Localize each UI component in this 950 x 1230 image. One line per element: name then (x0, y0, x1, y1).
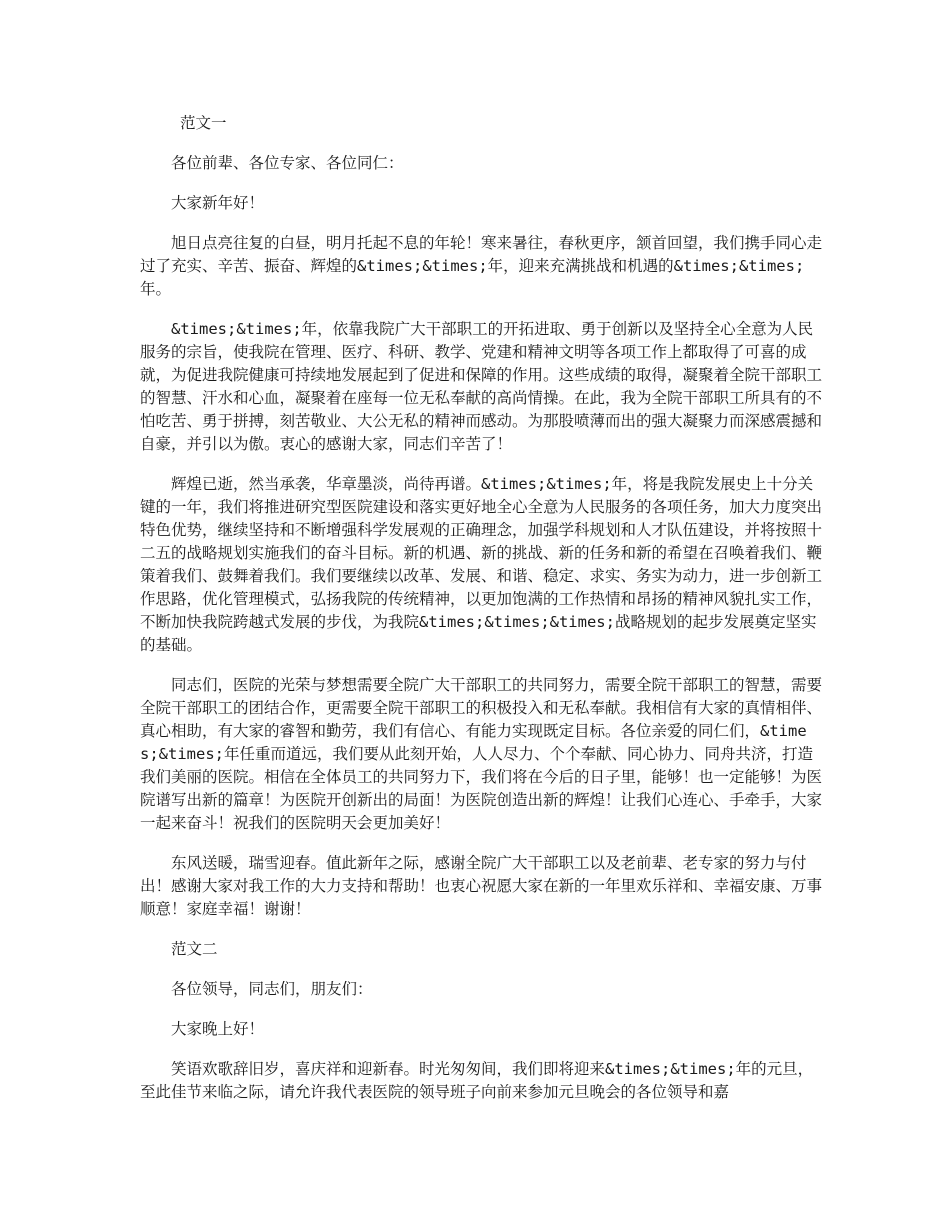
body-paragraph: 笑语欢歌辞旧岁，喜庆祥和迎新春。时光匆匆间，我们即将迎来&times;&times;年的元旦，至此佳节来临之际，请允许我代表医院的领导班子向前来参加元旦晚会的各位领导和嘉 (140, 1060, 814, 1101)
salutation-1: 各位前辈、各位专家、各位同仁： (171, 154, 404, 172)
section-heading-1: 范文一 (180, 114, 227, 132)
salutation-2: 各位领导，同志们，朋友们： (171, 980, 373, 998)
section-heading-2: 范文二 (171, 940, 218, 958)
body-paragraph: 东风送暖，瑞雪迎春。值此新年之际，感谢全院广大干部职工以及老前辈、老专家的努力与付出！感谢大家对我工作的大力支持和帮助！也衷心祝愿大家在新的一年里欢乐祥和、幸福安康、万事顺意！家庭幸福！谢谢！ (140, 854, 823, 918)
body-paragraph: 旭日点亮往复的白昼，明月托起不息的年轮！寒来暑往，春秋更序，颔首回望，我们携手同心走过了充实、辛苦、振奋、辉煌的&times;&times;年，迎来充满挑战和机遇的&times;&times;年。 (140, 234, 823, 298)
body-paragraph: &times;&times;年，依靠我院广大干部职工的开拓进取、勇于创新以及坚持全心全意为人民服务的宗旨，使我院在管理、医疗、科研、教学、党建和精神文明等各项工作上都取得了可喜的成就，为促进我院健康可持续地发展起到了促进和保障的作用。这些成绩的取得，凝聚着全院干部职工的智慧、汗水和心血，凝聚着在座每一位无私奉献的高尚情操。在此，我为全院干部职工所具有的不怕吃苦、勇于拼搏，刻苦敬业、大公无私的精神而感动。为那股喷薄而出的强大凝聚力而深感震撼和自豪，并引以为傲。衷心的感谢大家，同志们辛苦了！ (140, 320, 823, 453)
greeting-1: 大家新年好！ (171, 194, 265, 212)
body-paragraph: 辉煌已逝，然当承袭，华章墨淡，尚待再谱。&times;&times;年，将是我院发展史上十分关键的一年，我们将推进研究型医院建设和落实更好地全心全意为人民服务的各项任务，加大力度突出特色优势，继续坚持和不断增强科学发展观的正确理念，加强学科规划和人才队伍建设，并将按照十二五的战略规划实施我们的奋斗目标。新的机遇、新的挑战、新的任务和新的希望在召唤着我们、鞭策着我们、鼓舞着我们。我们要继续以改革、发展、和谐、稳定、求实、务实为动力，进一步创新工作思路，优化管理模式，弘扬我院的传统精神，以更加饱满的工作热情和昂扬的精神风貌扎实工作，不断加快我院跨越式发展的步伐，为我院&times;&times;&times;战略规划的起步发展奠定坚实的基础。 (140, 475, 823, 654)
body-paragraph: 同志们，医院的光荣与梦想需要全院广大干部职工的共同努力，需要全院干部职工的智慧，需要全院干部职工的团结合作，更需要全院干部职工的积极投入和无私奉献。我相信有大家的真情相伴、真心相助，有大家的睿智和勤劳，我们有信心、有能力实现既定目标。各位亲爱的同仁们，&times;&times;年任重而道远，我们要从此刻开始，人人尽力、个个奉献、同心协力、同舟共济，打造我们美丽的医院。相信在全体员工的共同努力下，我们将在今后的日子里，能够！也一定能够！为医院谱写出新的篇章！为医院开创新出的局面！为医院创造出新的辉煌！让我们心连心、手牵手，大家一起来奋斗！祝我们的医院明天会更加美好！ (140, 676, 823, 832)
greeting-2: 大家晚上好！ (171, 1020, 265, 1038)
